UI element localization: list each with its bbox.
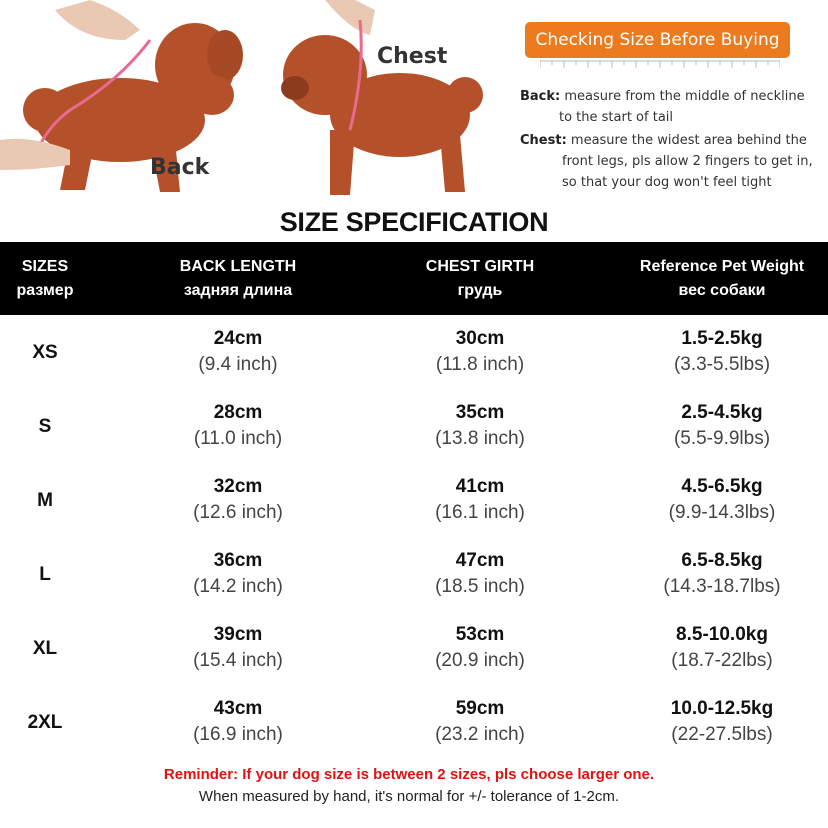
page-title: SIZE SPECIFICATION <box>279 207 549 237</box>
header-weight-ru: вес собаки <box>678 282 766 299</box>
back-cell <box>118 548 358 600</box>
measurement-guide <box>0 0 828 205</box>
weight-lbs: (3.3-5.5lbs) <box>673 354 771 375</box>
header-chest-en: CHEST GIRTH <box>425 258 535 275</box>
back-cm: 32cm <box>213 476 263 497</box>
checking-size-banner: Checking Size Before Buying <box>525 22 790 58</box>
chest-cm: 47cm <box>455 550 505 571</box>
chest-inch: (11.8 inch) <box>435 354 525 375</box>
chest-inch: (20.9 inch) <box>435 650 525 671</box>
header-back-ru: задняя длина <box>183 282 293 299</box>
table-header <box>0 242 828 315</box>
chest-cm: 59cm <box>455 698 505 719</box>
chest-cm: 53cm <box>455 624 505 645</box>
size-cell: M <box>37 490 53 511</box>
back-cm: 28cm <box>213 402 263 423</box>
chest-cell <box>360 474 600 526</box>
weight-cell <box>610 400 828 452</box>
weight-kg: 10.0-12.5kg <box>670 698 774 719</box>
chest-cell <box>360 548 600 600</box>
chest-line-2: front legs, pls allow 2 fingers to get in, <box>562 154 813 169</box>
chest-inch: (18.5 inch) <box>435 576 525 597</box>
table-row <box>0 318 828 392</box>
chest-measure-photo <box>270 0 495 200</box>
header-sizes-en: SIZES <box>21 258 69 275</box>
back-label: Back <box>150 155 210 180</box>
back-inch: (14.2 inch) <box>193 576 283 597</box>
chest-cell <box>360 400 600 452</box>
back-measure-photo <box>0 0 270 200</box>
weight-cell <box>610 548 828 600</box>
weight-kg: 1.5-2.5kg <box>681 328 763 349</box>
reminder-note: Reminder: If your dog size is between 2 sizes, pls choose larger one. <box>163 766 655 783</box>
back-cell <box>118 696 358 748</box>
chest-cm: 30cm <box>455 328 505 349</box>
weight-kg: 6.5-8.5kg <box>681 550 763 571</box>
chest-line-3: so that your dog won't feel tight <box>562 175 772 190</box>
back-line-1: measure from the middle of neckline <box>564 89 805 104</box>
back-instruction <box>520 86 805 128</box>
chest-inch: (23.2 inch) <box>435 724 525 745</box>
back-inch: (15.4 inch) <box>193 650 283 671</box>
chest-inch: (13.8 inch) <box>435 428 525 449</box>
back-inch: (16.9 inch) <box>193 724 283 745</box>
table-row <box>0 688 828 762</box>
header-weight-en: Reference Pet Weight <box>639 258 805 275</box>
chest-cm: 35cm <box>455 402 505 423</box>
back-cm: 36cm <box>213 550 263 571</box>
ruler-icon <box>540 60 780 70</box>
chest-cell <box>360 622 600 674</box>
back-cell <box>118 622 358 674</box>
chest-inch: (16.1 inch) <box>435 502 525 523</box>
table-row <box>0 614 828 688</box>
back-cell <box>118 400 358 452</box>
header-chest-ru: грудь <box>457 282 503 299</box>
header-back-length <box>118 255 358 303</box>
chest-label: Chest <box>377 44 448 69</box>
weight-lbs: (18.7-22lbs) <box>671 650 773 671</box>
weight-cell <box>610 326 828 378</box>
chest-instruction <box>520 130 813 193</box>
back-cm: 43cm <box>213 698 263 719</box>
back-cm: 39cm <box>213 624 263 645</box>
weight-lbs: (9.9-14.3lbs) <box>668 502 776 523</box>
weight-kg: 8.5-10.0kg <box>676 624 768 645</box>
tolerance-note: When measured by hand, it's normal for +/- tolerance of 1-2cm. <box>198 788 620 805</box>
size-cell: 2XL <box>27 712 63 733</box>
weight-kg: 2.5-4.5kg <box>681 402 763 423</box>
header-weight <box>610 255 828 303</box>
header-sizes <box>0 255 90 303</box>
table-row <box>0 466 828 540</box>
weight-lbs: (22-27.5lbs) <box>671 724 773 745</box>
back-line-2: to the start of tail <box>559 110 674 125</box>
back-term: Back: <box>520 89 561 104</box>
weight-lbs: (5.5-9.9lbs) <box>673 428 771 449</box>
size-cell: L <box>39 564 51 585</box>
size-cell: XL <box>32 638 58 659</box>
table-row <box>0 540 828 614</box>
weight-cell <box>610 474 828 526</box>
back-inch: (12.6 inch) <box>193 502 283 523</box>
back-inch: (9.4 inch) <box>198 354 278 375</box>
chest-cm: 41cm <box>455 476 505 497</box>
chest-line-1: measure the widest area behind the <box>570 133 807 148</box>
table-row <box>0 392 828 466</box>
header-chest-girth <box>360 255 600 303</box>
chest-term: Chest: <box>520 133 567 148</box>
chest-cell <box>360 326 600 378</box>
weight-kg: 4.5-6.5kg <box>681 476 763 497</box>
weight-cell <box>610 696 828 748</box>
weight-cell <box>610 622 828 674</box>
back-cm: 24cm <box>213 328 263 349</box>
back-cell <box>118 326 358 378</box>
back-inch: (11.0 inch) <box>193 428 283 449</box>
header-sizes-ru: размер <box>16 282 74 299</box>
size-cell: S <box>38 416 52 437</box>
chest-cell <box>360 696 600 748</box>
back-cell <box>118 474 358 526</box>
header-back-en: BACK LENGTH <box>179 258 297 275</box>
size-cell: XS <box>32 342 58 363</box>
weight-lbs: (14.3-18.7lbs) <box>663 576 781 597</box>
